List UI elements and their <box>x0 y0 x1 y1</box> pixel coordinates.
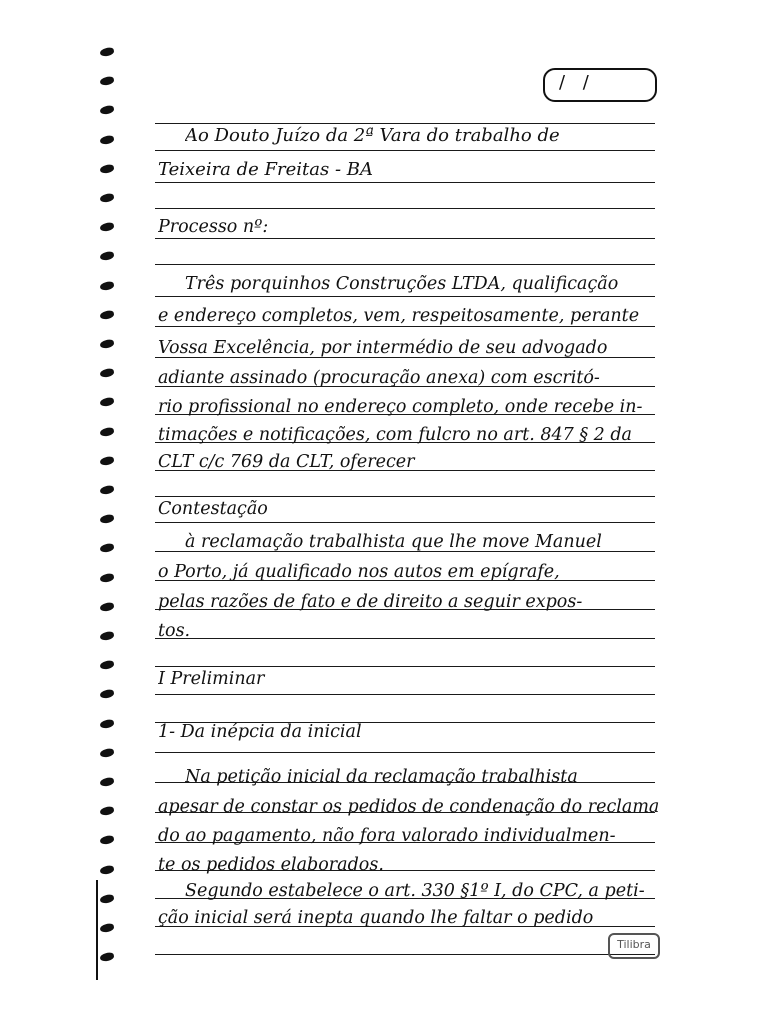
spiral-hole <box>99 689 114 700</box>
section-heading-contestacao: Contestação <box>158 499 268 519</box>
body-line-2: e endereço completos, vem, respeitosamente, perante <box>158 306 640 326</box>
spiral-hole <box>99 76 114 87</box>
spiral-hole <box>99 835 114 846</box>
ruled-line <box>155 694 655 695</box>
ruled-line <box>155 208 655 209</box>
spiral-hole <box>99 310 114 321</box>
contestacao-line-4: tos. <box>158 621 191 641</box>
ruled-line <box>155 264 655 265</box>
ruled-line <box>155 238 655 239</box>
spiral-hole <box>99 602 114 613</box>
page-number-box-text: / / <box>559 72 595 93</box>
spiral-hole <box>99 251 114 262</box>
subsection-heading-inepcia: 1- Da inépcia da inicial <box>158 722 362 742</box>
inepcia-line-5: Segundo estabelece o art. 330 §1º I, do CPC, a peti- <box>185 881 645 901</box>
process-number-label: Processo nº: <box>158 217 269 237</box>
spiral-hole <box>99 514 114 525</box>
spiral-hole <box>99 777 114 788</box>
contestacao-line-1: à reclamação trabalhista que lhe move Manuel <box>185 532 602 552</box>
spiral-hole <box>99 806 114 817</box>
spiral-edge <box>96 880 98 980</box>
inepcia-line-6: ção inicial será inepta quando lhe faltar o pedido <box>158 908 594 928</box>
ruled-line <box>155 666 655 667</box>
spiral-hole <box>99 135 114 146</box>
spiral-hole <box>99 368 114 379</box>
address-line-2: Teixeira de Freitas - BA <box>158 159 373 180</box>
body-line-6: timações e notificações, com fulcro no art. 847 § 2 da <box>158 425 632 445</box>
spiral-hole <box>99 105 114 116</box>
spiral-hole <box>99 952 114 963</box>
ruled-line <box>155 522 655 523</box>
spiral-hole <box>99 222 114 233</box>
spiral-hole <box>99 631 114 642</box>
spiral-hole <box>99 660 114 671</box>
inepcia-line-1: Na petição inicial da reclamação trabalhista <box>185 767 578 787</box>
body-line-4: adiante assinado (procuração anexa) com escritó- <box>158 368 600 388</box>
contestacao-line-2: o Porto, já qualificado nos autos em epígrafe, <box>158 562 560 582</box>
spiral-hole <box>99 427 114 438</box>
ruled-line <box>155 752 655 753</box>
inepcia-line-3: do ao pagamento, não fora valorado individualmen- <box>158 826 616 846</box>
spiral-hole <box>99 485 114 496</box>
spiral-hole <box>99 193 114 204</box>
brand-stamp: Tilibra <box>608 933 660 959</box>
body-line-7: CLT c/c 769 da CLT, oferecer <box>158 452 415 472</box>
spiral-hole <box>99 543 114 554</box>
body-line-5: rio profissional no endereço completo, onde recebe in- <box>158 397 643 417</box>
address-line-1: Ao Douto Juízo da 2ª Vara do trabalho de <box>185 125 560 146</box>
spiral-hole <box>99 339 114 350</box>
page-number-box <box>543 68 657 102</box>
ruled-line <box>155 150 655 151</box>
ruled-line <box>155 296 655 297</box>
spiral-hole <box>99 748 114 759</box>
body-line-3: Vossa Excelência, por intermédio de seu advogado <box>158 338 608 358</box>
contestacao-line-3: pelas razões de fato e de direito a seguir expos- <box>158 592 583 612</box>
section-heading-preliminar: I Preliminar <box>158 669 265 689</box>
ruled-line <box>155 954 655 955</box>
ruled-line <box>155 496 655 497</box>
spiral-hole <box>99 719 114 730</box>
spiral-hole <box>99 865 114 876</box>
inepcia-line-4: te os pedidos elaborados. <box>158 855 384 875</box>
spiral-hole <box>99 923 114 934</box>
spiral-hole <box>99 47 114 58</box>
spiral-hole <box>99 164 114 175</box>
ruled-line <box>155 182 655 183</box>
spiral-hole <box>99 456 114 467</box>
ruled-line <box>155 123 655 124</box>
spiral-hole <box>99 894 114 905</box>
body-line-1: Três porquinhos Construções LTDA, qualificação <box>185 274 619 294</box>
spiral-hole <box>99 397 114 408</box>
spiral-hole <box>99 573 114 584</box>
spiral-binding <box>96 0 126 1024</box>
spiral-hole <box>99 281 114 292</box>
inepcia-line-2: apesar de constar os pedidos de condenação do reclama <box>158 797 660 817</box>
